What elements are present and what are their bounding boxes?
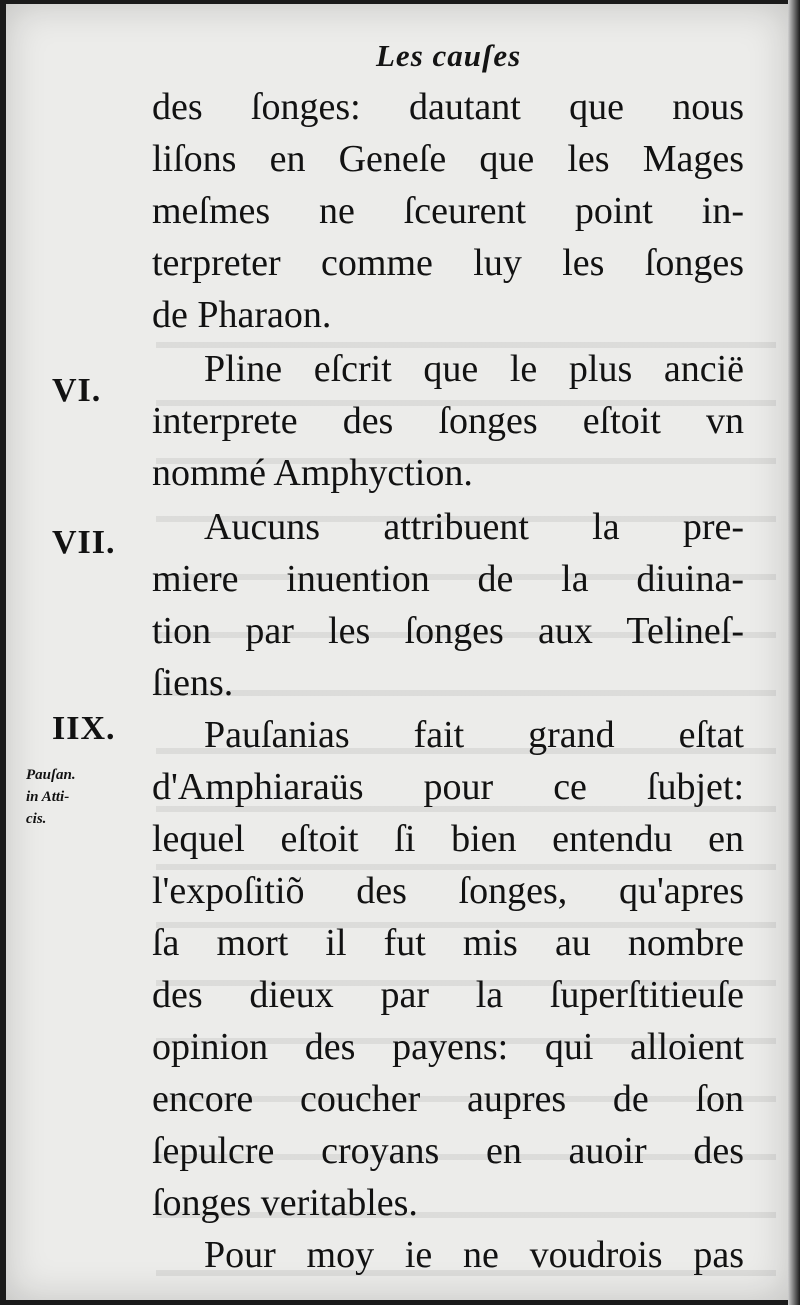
book-page bbox=[6, 4, 788, 1300]
text-line: des ſonges: dautant que nous bbox=[152, 86, 744, 128]
section-number-vi: VI. bbox=[52, 372, 102, 409]
text-line: tion par les ſonges aux Telineſ- bbox=[152, 610, 744, 652]
text-line: de Pharaon. bbox=[152, 294, 332, 336]
text-line: Pline eſcrit que le plus ancië bbox=[204, 348, 744, 390]
text-line: encore coucher aupres de ſon bbox=[152, 1078, 744, 1120]
text-line: nommé Amphyction. bbox=[152, 452, 473, 494]
margin-note-line: Pauſan. bbox=[26, 767, 76, 783]
text-line: opinion des payens: qui alloient bbox=[152, 1026, 744, 1068]
text-line: ſiens. bbox=[152, 662, 234, 704]
section-number-iix: IIX. bbox=[52, 710, 116, 747]
text-line: l'expoſitiõ des ſonges, qu'apres bbox=[152, 870, 744, 912]
text-line: Pauſanias fait grand eſtat bbox=[204, 714, 744, 756]
text-line: Aucuns attribuent la pre- bbox=[204, 506, 744, 548]
text-line: lequel eſtoit ſi bien entendu en bbox=[152, 818, 744, 860]
text-line: ſepulcre croyans en auoir des bbox=[152, 1130, 744, 1172]
section-number-vii: VII. bbox=[52, 524, 116, 561]
margin-note-line: in Atti- bbox=[26, 789, 70, 805]
text-line: Pour moy ie ne voudrois pas bbox=[204, 1234, 744, 1276]
text-line: ſonges veritables. bbox=[152, 1182, 418, 1224]
text-line: terpreter comme luy les ſonges bbox=[152, 242, 744, 284]
margin-note-line: cis. bbox=[26, 811, 47, 827]
text-line: miere inuention de la diuina- bbox=[152, 558, 744, 600]
page-edge-shadow bbox=[788, 0, 800, 1305]
text-line: des dieux par la ſuperſtitieuſe bbox=[152, 974, 744, 1016]
text-line: ſa mort il fut mis au nombre bbox=[152, 922, 744, 964]
text-line: interprete des ſonges eſtoit vn bbox=[152, 400, 744, 442]
text-line: d'Amphiaraüs pour ce ſubjet: bbox=[152, 766, 744, 808]
text-line: liſons en Geneſe que les Mages bbox=[152, 138, 744, 180]
running-title: Les cauſes bbox=[376, 38, 522, 73]
text-line: meſmes ne ſceurent point in- bbox=[152, 190, 744, 232]
margin-note bbox=[26, 764, 76, 830]
